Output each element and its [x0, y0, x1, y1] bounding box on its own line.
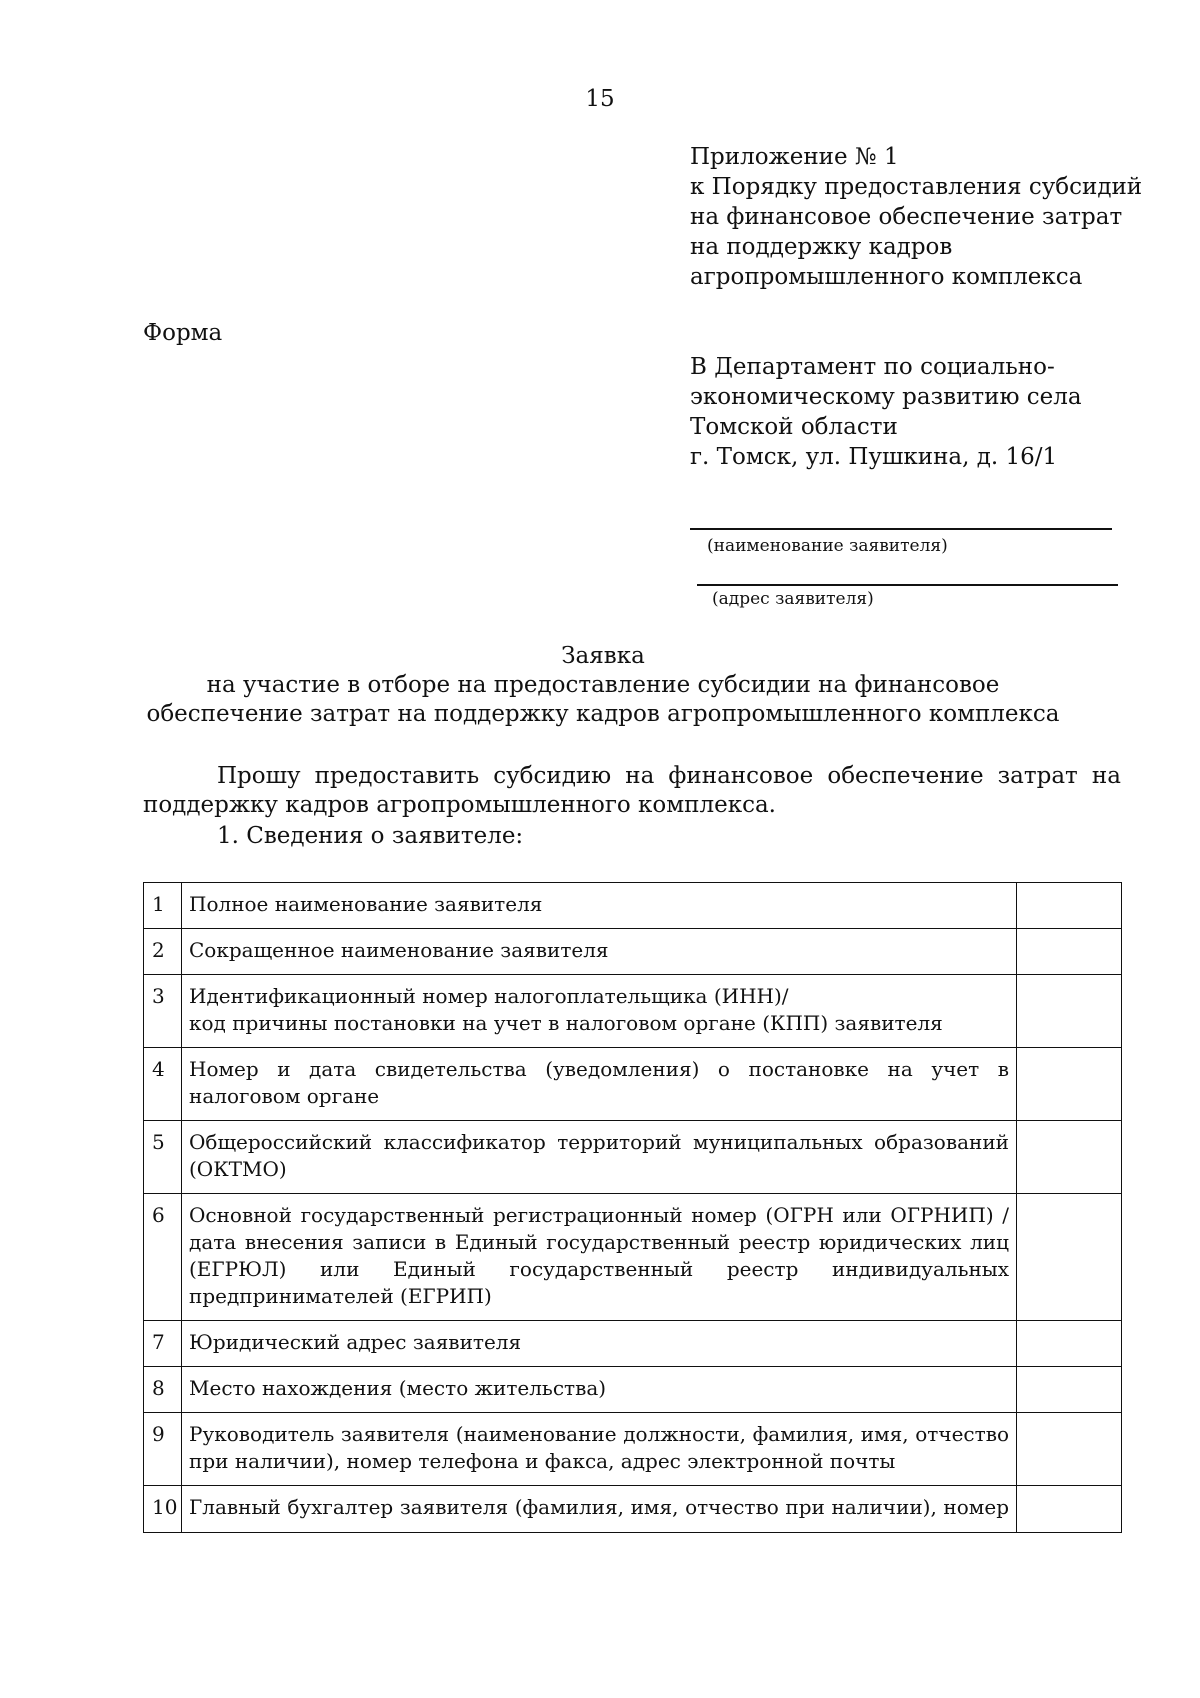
request-word: субсидию: [493, 763, 612, 789]
applicant-address-line: [697, 584, 1118, 586]
row-number: 5: [144, 1121, 182, 1194]
table-row: [144, 1367, 1122, 1413]
row-value-cell[interactable]: [1017, 929, 1122, 975]
row-number: 1: [144, 883, 182, 929]
row-number: 4: [144, 1048, 182, 1121]
request-word: на: [625, 763, 655, 789]
applicant-name-line: [690, 528, 1112, 530]
table-row: [144, 1321, 1122, 1367]
row-description: Юридический адрес заявителя: [182, 1321, 1017, 1367]
request-word: Прошу: [217, 763, 301, 789]
request-word: предоставить: [314, 763, 480, 789]
page-number: 15: [585, 86, 615, 112]
row-number: 6: [144, 1194, 182, 1321]
row-number: 2: [144, 929, 182, 975]
recipient-line: В Департамент по социально-: [690, 354, 1055, 380]
row-number: 3: [144, 975, 182, 1048]
row-description: [182, 1486, 1017, 1533]
table-row: [144, 1413, 1122, 1486]
table-row: [144, 1194, 1122, 1321]
row-description-text: Главный бухгалтер заявителя (фамилия, имя, отчество при наличии), номер: [189, 1495, 1009, 1519]
row-number: 9: [144, 1413, 182, 1486]
row-description-line: Идентификационный номер налогоплательщика (ИНН)/: [189, 984, 789, 1008]
applicant-address-caption: (адрес заявителя): [712, 589, 874, 609]
row-description: Сокращенное наименование заявителя: [182, 929, 1017, 975]
request-line-1: [143, 762, 1121, 791]
table-row: [144, 975, 1122, 1048]
title-line: обеспечение затрат на поддержку кадров агропромышленного комплекса: [146, 701, 1060, 727]
row-value-cell[interactable]: [1017, 1194, 1122, 1321]
applicant-name-caption: (наименование заявителя): [707, 536, 948, 556]
request-word: затрат: [997, 763, 1078, 789]
row-value-cell[interactable]: [1017, 1121, 1122, 1194]
recipient-line: г. Томск, ул. Пушкина, д. 16/1: [690, 444, 1058, 470]
recipient-line: экономическому развитию села: [690, 384, 1082, 410]
appendix-line: на финансовое обеспечение затрат: [690, 204, 1123, 230]
row-value-cell[interactable]: [1017, 1321, 1122, 1367]
row-description: Общероссийский классификатор территорий муниципальных образований (ОКТМО): [182, 1121, 1017, 1194]
row-value-cell[interactable]: [1017, 883, 1122, 929]
table-row: [144, 929, 1122, 975]
row-number: 10: [144, 1486, 182, 1533]
row-description: [182, 975, 1017, 1048]
document-title: [143, 642, 1063, 729]
table-row: [144, 1486, 1122, 1533]
row-description-line: код причины постановки на учет в налоговом органе (КПП) заявителя: [189, 1011, 943, 1035]
form-label: Форма: [143, 320, 223, 346]
request-word: на: [1091, 763, 1121, 789]
title-heading: Заявка: [561, 643, 645, 669]
table-row: [144, 883, 1122, 929]
row-description: Основной государственный регистрационный номер (ОГРН или ОГРНИП) / дата внесения записи в Единый государственный реестр юридических лиц (ЕГРЮЛ) или Единый государственный реестр индивидуальных предпринимателей (ЕГРИП): [182, 1194, 1017, 1321]
appendix-line: к Порядку предоставления субсидий: [690, 174, 1143, 200]
row-number: 7: [144, 1321, 182, 1367]
request-line-2: поддержку кадров агропромышленного комплекса.: [143, 792, 776, 818]
row-value-cell[interactable]: [1017, 1048, 1122, 1121]
title-line: на участие в отборе на предоставление субсидии на финансовое: [206, 672, 1000, 698]
appendix-header: [690, 142, 1170, 292]
row-description: Полное наименование заявителя: [182, 883, 1017, 929]
section-heading: 1. Сведения о заявителе:: [217, 823, 524, 849]
appendix-line: Приложение № 1: [690, 144, 899, 170]
row-number: 8: [144, 1367, 182, 1413]
applicant-info-table: [143, 882, 1122, 1533]
table-row: [144, 1121, 1122, 1194]
row-description: Номер и дата свидетельства (уведомления) о постановке на учет в налоговом органе: [182, 1048, 1017, 1121]
appendix-line: на поддержку кадров: [690, 234, 953, 260]
recipient-address-block: [690, 352, 1170, 472]
request-word: финансовое: [668, 763, 814, 789]
row-value-cell[interactable]: [1017, 975, 1122, 1048]
row-value-cell[interactable]: [1017, 1367, 1122, 1413]
row-value-cell[interactable]: [1017, 1413, 1122, 1486]
appendix-line: агропромышленного комплекса: [690, 264, 1083, 290]
row-description: Руководитель заявителя (наименование должности, фамилия, имя, отчество при наличии), номер телефона и факса, адрес электронной почты: [182, 1413, 1017, 1486]
request-word: обеспечение: [827, 763, 984, 789]
row-value-cell[interactable]: [1017, 1486, 1122, 1533]
request-paragraph: [143, 762, 1121, 820]
recipient-line: Томской области: [690, 414, 898, 440]
row-description: Место нахождения (место жительства): [182, 1367, 1017, 1413]
table-row: [144, 1048, 1122, 1121]
